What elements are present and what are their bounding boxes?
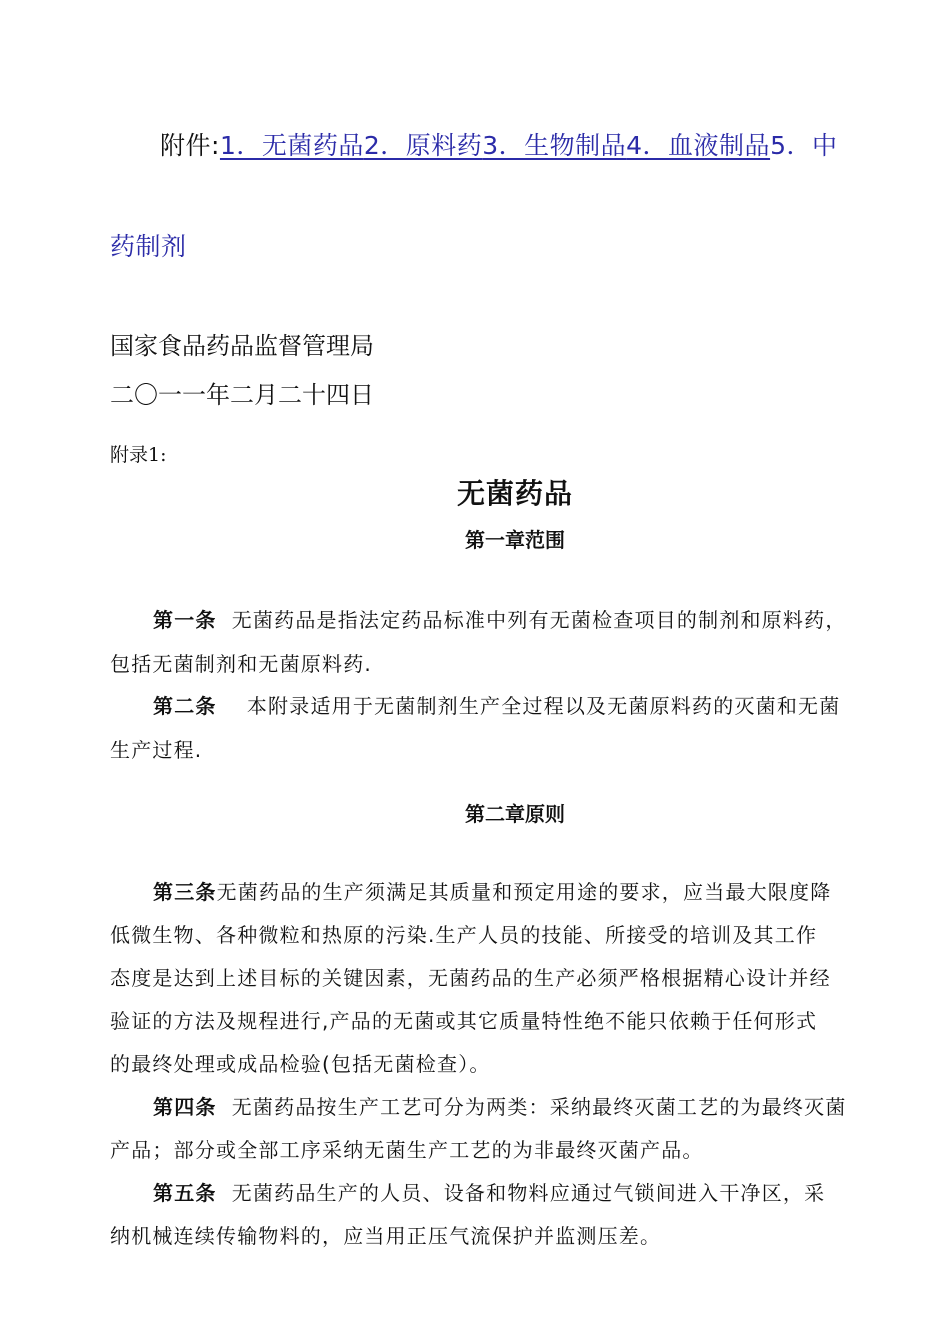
article-5-line-1	[153, 1177, 825, 1206]
chapter-2-heading: 第二章原则	[465, 802, 565, 826]
article-2-text-1: 本附录适用于无菌制剂生产全过程以及无菌原料药的灭菌和无菌	[246, 694, 841, 718]
article-3-label: 第三条	[153, 880, 217, 904]
article-4-label: 第四条	[153, 1095, 217, 1119]
article-4-line-2: 产品；部分或全部工序采纳无菌生产工艺的为非最终灭菌产品。	[110, 1138, 704, 1162]
attachments-lead: 附件:	[160, 131, 220, 160]
article-3-line-5: 的最终处理或成品检验(包括无菌检查）。	[110, 1052, 491, 1076]
article-4-line-1	[153, 1091, 847, 1120]
article-3-line-4: 验证的方法及规程进行,产品的无菌或其它质量特性绝不能只依赖于任何形式	[110, 1009, 818, 1033]
attachment-link-5[interactable]: 5．中	[770, 131, 838, 160]
article-5-text-1: 无菌药品生产的人员、设备和物料应通过气锁间进入干净区，采	[231, 1181, 826, 1205]
article-3-text-1: 无菌药品的生产须满足其质量和预定用途的要求，应当最大限度降	[216, 880, 832, 904]
article-2-line-1	[153, 690, 840, 719]
appendix-label: 附录1:	[110, 444, 167, 466]
article-4-text-1: 无菌药品按生产工艺可分为两类：采纳最终灭菌工艺的为最终灭菌	[231, 1095, 847, 1119]
article-2-line-2: 生产过程.	[110, 738, 203, 762]
attachment-link-2[interactable]: 2．原料药	[363, 131, 483, 160]
issuing-agency: 国家食品药品监督管理局	[110, 332, 374, 360]
attachments-line	[160, 126, 837, 162]
article-5-line-2: 纳机械连续传输物料的，应当用正压气流保护并监测压差。	[110, 1224, 662, 1248]
attachment-link-3[interactable]: 3．生物制品	[482, 131, 627, 160]
article-5-label: 第五条	[153, 1181, 217, 1205]
attachment-link-1[interactable]: 1．无菌药品	[219, 131, 364, 160]
article-3-line-3: 态度是达到上述目标的关键因素，无菌药品的生产必须严格根据精心设计并经	[110, 966, 831, 990]
article-1-text-1: 无菌药品是指法定药品标准中列有无菌检查项目的制剂和原料药，	[231, 608, 847, 632]
article-3-line-2: 低微生物、各种微粒和热原的污染.生产人员的技能、所接受的培训及其工作	[110, 923, 818, 947]
issue-date: 二〇一一年二月二十四日	[110, 381, 374, 409]
attachments-continuation-line	[110, 227, 187, 263]
article-1-line-2: 包括无菌制剂和无菌原料药.	[110, 652, 372, 676]
article-3-line-1	[153, 876, 831, 905]
article-1-line-1	[153, 604, 847, 633]
attachment-link-4[interactable]: 4．血液制品	[626, 131, 771, 160]
article-2-label: 第二条	[153, 694, 217, 718]
chapter-1-heading: 第一章范围	[465, 528, 565, 552]
attachment-link-5-continuation[interactable]: 药制剂	[110, 232, 187, 261]
document-title: 无菌药品	[456, 477, 573, 510]
article-1-label: 第一条	[153, 608, 217, 632]
